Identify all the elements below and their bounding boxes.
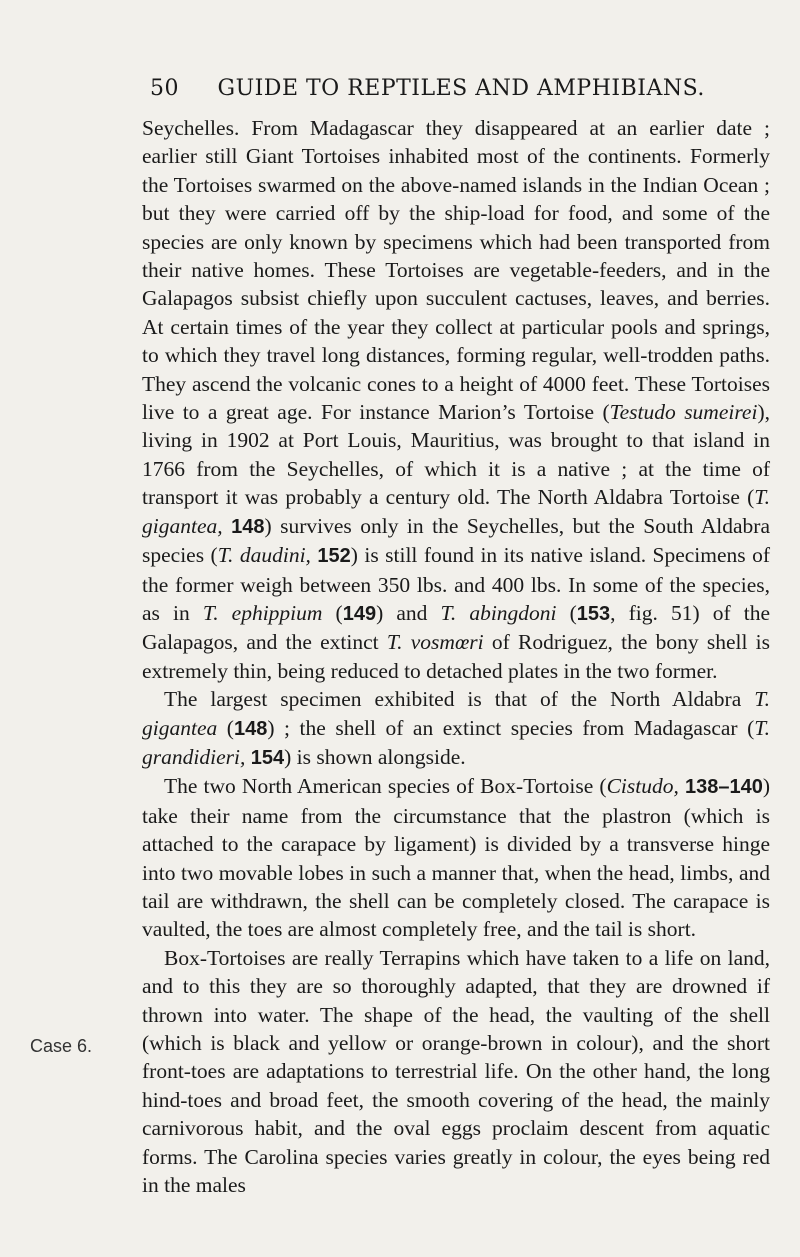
text-run: The two North American species of Box-Tortoise (: [164, 774, 607, 799]
italic-species-name: T. gigantea: [142, 687, 770, 740]
body-text: [142, 114, 770, 1199]
italic-species-name: T. grandidieri,: [142, 715, 770, 769]
text-run: ) is still found in its native island. Specimens of the former weigh between 350 lbs. and 400 lbs. In some of the species, as in: [142, 543, 771, 625]
italic-species-name: T. ephippium: [202, 600, 323, 625]
text-run: ) take their name from the circumstance that the plastron (which is attached to the carapace by ligament) is divided by a transverse hinge into two movable lobes in such a manner that, when the head, limbs, and tail are withdrawn, the shell can be completely closed. The carapace is vaulted, the toes are almost completely free, and the tail is short.: [142, 774, 771, 942]
running-title: GUIDE TO REPTILES AND AMPHIBIANS.: [217, 76, 705, 101]
specimen-number: 153: [576, 602, 611, 625]
specimen-number: 149: [342, 602, 377, 625]
specimen-number: 154: [250, 746, 285, 769]
text-run: Seychelles. From Madagascar they disappeared at an earlier date ; earlier still Giant Tortoises inhabited most of the continents. Formerly the Tortoises swarmed on the above-named islands in the Indian Ocean ; but they were carried off by the ship-load for food, and some of the species are only known by specimens which had been transported from their native homes. These Tortoises are vegetable-feeders, and in the Galapagos subsist chiefly upon succulent cactuses, leaves, and berries. At certain times of the year they collect at particular pools and springs, to which they travel long distances, forming regular, well-trodden paths. They ascend the volcanic cones to a height of 4000 feet. These Tortoises live to a great age. For instance Marion’s Tortoise (: [142, 116, 770, 425]
text-run: (: [556, 600, 577, 625]
specimen-number: 138–140: [684, 776, 763, 799]
margin-note: Case 6.: [30, 1036, 93, 1056]
paragraph: [142, 772, 770, 943]
text-run: [223, 514, 231, 538]
paragraph: [142, 114, 770, 685]
text-run: ) survives only in the Seychelles, but the South Aldabra species (: [142, 513, 771, 568]
text-run: The largest specimen exhibited is that of the North Aldabra: [164, 687, 755, 712]
text-run: ) ; the shell of an extinct species from Madagascar (: [267, 715, 755, 740]
text-run: ), living in 1902 at Port Louis, Mauritius, was brought to that island in 1766 from the Seychelles, of which it is a native ; at the time of transport it was probably a century old. The North Aldabra Tortoise (: [142, 400, 770, 510]
italic-species-name: Cistudo,: [606, 774, 679, 799]
text-run: (: [322, 600, 343, 625]
italic-species-name: T. abingdoni: [440, 600, 557, 625]
specimen-number: 148: [231, 515, 265, 538]
page-number: 50: [150, 76, 179, 101]
text-run: Box-Tortoises are really Terrapins which have taken to a life on land, and to this they are so thoroughly adapted, that they are drowned if thrown into water. The shape of the head, the vaulting of the shell (which is black and yellow or orange-brown in colour), and the short front-toes are adaptations to terrestrial life. On the other hand, the long hind-toes and broad feet, the smooth covering of the head, the mainly carnivorous habit, and the oval eggs proclaim descent from aquatic forms. The Carolina species varies greatly in colour, the eyes being red in the males: [142, 945, 770, 1198]
text-run: ) and: [376, 600, 441, 625]
text-run: of Rodriguez, the bony shell is extremely thin, being reduced to detached plates in the two former.: [142, 630, 771, 683]
running-header: [150, 76, 705, 101]
paragraph: [142, 944, 770, 1200]
italic-species-name: T. vosmœri: [386, 630, 484, 655]
paragraph: [142, 685, 770, 772]
text-run: , fig. 51) of the Galapagos, and the extinct: [142, 600, 771, 655]
specimen-number: 152: [317, 545, 351, 568]
italic-species-name: T. daudini,: [217, 543, 311, 568]
specimen-number: 148: [233, 717, 268, 740]
text-run: (: [217, 715, 234, 740]
italic-species-name: Testudo sumeirei: [609, 400, 758, 425]
italic-species-name: T. gigantea,: [142, 485, 770, 538]
text-run: ) is shown alongside.: [284, 744, 466, 769]
